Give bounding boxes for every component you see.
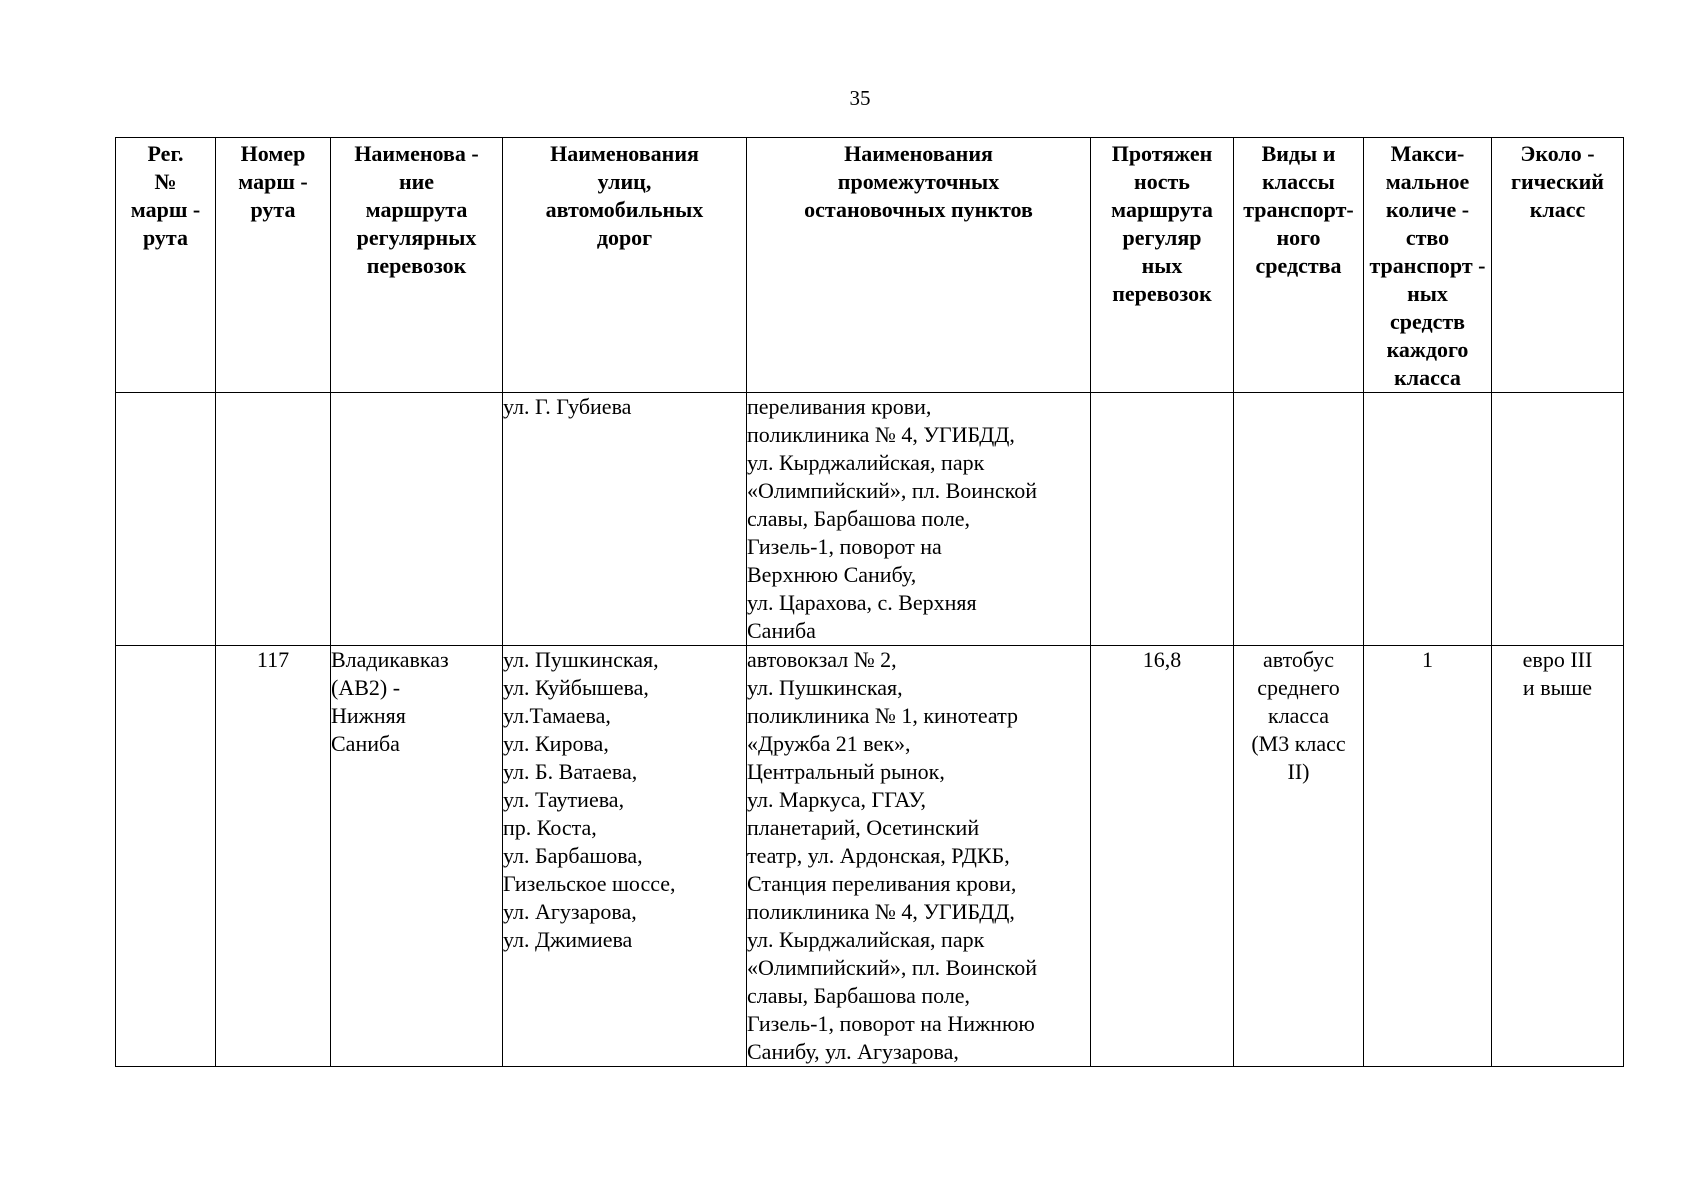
cell-line: маршрута xyxy=(1111,197,1213,222)
cell-line: ул. Барбашова, xyxy=(503,843,643,868)
cell-line: «Дружба 21 век», xyxy=(747,731,911,756)
cell-line: ных xyxy=(1407,281,1448,306)
cell-line: поликлиника № 4, УГИБДД, xyxy=(747,422,1015,447)
cell-line: ул.Тамаева, xyxy=(503,703,611,728)
cell-number xyxy=(216,393,331,646)
cell-line: Наименования xyxy=(550,141,699,166)
cell-max-count xyxy=(1364,646,1492,1067)
cell-stops xyxy=(747,646,1091,1067)
cell-name xyxy=(331,646,503,1067)
cell-eco xyxy=(1492,393,1624,646)
cell-line: ул. Пушкинская, xyxy=(747,675,903,700)
cell-length xyxy=(1091,646,1234,1067)
cell-line: ных xyxy=(1141,253,1183,278)
cell-line: ние xyxy=(398,169,435,194)
cell-line: ул. Г. Губиева xyxy=(503,394,632,419)
cell-line: планетарий, Осетинский xyxy=(747,815,980,840)
cell-line: регуляр xyxy=(1122,225,1202,250)
cell-line: 1 xyxy=(1422,647,1433,672)
cell-line: перевозок xyxy=(1112,281,1212,306)
cell-line: ного xyxy=(1276,225,1321,250)
cell-line: Наименова - xyxy=(354,141,479,166)
cell-line: гический xyxy=(1511,169,1604,194)
table-row xyxy=(116,646,1624,1067)
cell-line: дорог xyxy=(596,225,653,250)
cell-line: автовокзал № 2, xyxy=(747,647,897,672)
cell-line: 117 xyxy=(256,647,290,672)
cell-line: Гизельское шоссе, xyxy=(503,871,676,896)
cell-line: и выше xyxy=(1522,675,1593,700)
cell-max-count xyxy=(1364,393,1492,646)
cell-line: марш - xyxy=(130,197,201,222)
cell-eco xyxy=(1492,646,1624,1067)
cell-reg xyxy=(116,646,216,1067)
cell-line: Саниба xyxy=(747,618,816,643)
cell-line: театр, ул. Ардонская, РДКБ, xyxy=(747,843,1010,868)
cell-line: остановочных пунктов xyxy=(804,197,1033,222)
cell-line: ство xyxy=(1405,225,1450,250)
cell-line: транспорт - xyxy=(1369,253,1486,278)
cell-line: Рег. xyxy=(147,141,184,166)
cell-line: классы xyxy=(1262,169,1335,194)
cell-stops xyxy=(747,393,1091,646)
cell-line: 16,8 xyxy=(1142,647,1182,672)
cell-line: Нижняя xyxy=(331,703,406,728)
cell-line: класса xyxy=(1268,703,1329,728)
cell-vehicle xyxy=(1234,393,1364,646)
cell-line: транспорт- xyxy=(1243,197,1354,222)
cell-line: «Олимпийский», пл. Воинской xyxy=(747,478,1037,503)
cell-line: рута xyxy=(142,225,189,250)
cell-name xyxy=(331,393,503,646)
cell-line: Гизель-1, поворот на Нижнюю xyxy=(747,1011,1035,1036)
cell-line: Гизель-1, поворот на xyxy=(747,534,942,559)
cell-line: средства xyxy=(1255,253,1342,278)
cell-line: количе - xyxy=(1385,197,1470,222)
cell-line: Наименования xyxy=(844,141,993,166)
cell-line: (М3 класс xyxy=(1251,731,1346,756)
cell-line: ул. Таутиева, xyxy=(503,787,625,812)
cell-line: автобус xyxy=(1262,647,1335,672)
cell-line: Протяжен xyxy=(1111,141,1213,166)
cell-line: ность xyxy=(1134,169,1190,194)
page-number: 35 xyxy=(849,86,871,110)
cell-line: Владикавказ xyxy=(331,647,449,672)
cell-line: ул. Царахова, с. Верхняя xyxy=(747,590,977,615)
cell-line: II) xyxy=(1287,759,1310,784)
cell-line: переливания крови, xyxy=(747,394,932,419)
cell-line: ул. Куйбышева, xyxy=(503,675,649,700)
cell-line: ул. Пушкинская, xyxy=(503,647,659,672)
cell-line: евро III xyxy=(1522,647,1593,672)
cell-streets xyxy=(503,393,747,646)
cell-line: ул. Кирова, xyxy=(503,731,609,756)
cell-line: (АВ2) - xyxy=(331,675,401,700)
cell-line: рута xyxy=(250,197,296,222)
cell-length xyxy=(1091,393,1234,646)
cell-line: Центральный рынок, xyxy=(747,759,945,784)
cell-line: пр. Коста, xyxy=(503,815,597,840)
cell-line: ул. Б. Ватаева, xyxy=(503,759,638,784)
cell-line: ул. Маркуса, ГГАУ, xyxy=(747,787,926,812)
cell-line: Станция переливания крови, xyxy=(747,871,1017,896)
cell-line: Макси- xyxy=(1390,141,1465,166)
table-header-row xyxy=(116,138,1624,393)
table-row xyxy=(116,393,1624,646)
cell-line: ул. Кырджалийская, парк xyxy=(747,450,985,475)
cell-line: поликлиника № 4, УГИБДД, xyxy=(747,899,1015,924)
cell-line: ул. Агузарова, xyxy=(503,899,637,924)
cell-line: среднего xyxy=(1257,675,1340,700)
cell-line: мальное xyxy=(1385,169,1470,194)
cell-line: автомобильных xyxy=(545,197,704,222)
cell-line: перевозок xyxy=(366,253,467,278)
header-vehicle-class xyxy=(1234,138,1364,393)
cell-line: «Олимпийский», пл. Воинской xyxy=(747,955,1037,980)
header-reg-number xyxy=(116,138,216,393)
cell-line: Саниба xyxy=(331,731,400,756)
cell-reg xyxy=(116,393,216,646)
cell-vehicle xyxy=(1234,646,1364,1067)
header-stops xyxy=(747,138,1091,393)
cell-line: поликлиника № 1, кинотеатр xyxy=(747,703,1019,728)
cell-line: улиц, xyxy=(597,169,652,194)
cell-line: класса xyxy=(1394,365,1461,390)
cell-line: Виды и xyxy=(1261,141,1336,166)
cell-line: Верхнюю Санибу, xyxy=(747,562,917,587)
cell-line: регулярных xyxy=(356,225,477,250)
header-eco-class xyxy=(1492,138,1624,393)
cell-line: Номер xyxy=(240,141,306,166)
cell-line: промежуточных xyxy=(837,169,1000,194)
cell-line: маршрута xyxy=(365,197,468,222)
cell-line: каждого xyxy=(1386,337,1469,362)
header-route-number xyxy=(216,138,331,393)
header-streets xyxy=(503,138,747,393)
header-max-vehicles xyxy=(1364,138,1492,393)
cell-number xyxy=(216,646,331,1067)
header-route-length xyxy=(1091,138,1234,393)
header-route-name xyxy=(331,138,503,393)
cell-line: ул. Джимиева xyxy=(503,927,633,952)
cell-line: ул. Кырджалийская, парк xyxy=(747,927,985,952)
cell-line: славы, Барбашова поле, xyxy=(747,506,971,531)
cell-line: Санибу, ул. Агузарова, xyxy=(747,1039,959,1064)
cell-line: Эколо - xyxy=(1520,141,1595,166)
cell-streets xyxy=(503,646,747,1067)
cell-line: славы, Барбашова поле, xyxy=(747,983,971,1008)
cell-line: класс xyxy=(1529,197,1586,222)
routes-table xyxy=(115,137,1624,1067)
cell-line: марш - xyxy=(238,169,308,194)
cell-line: средств xyxy=(1389,309,1466,334)
cell-line: № xyxy=(154,169,177,194)
